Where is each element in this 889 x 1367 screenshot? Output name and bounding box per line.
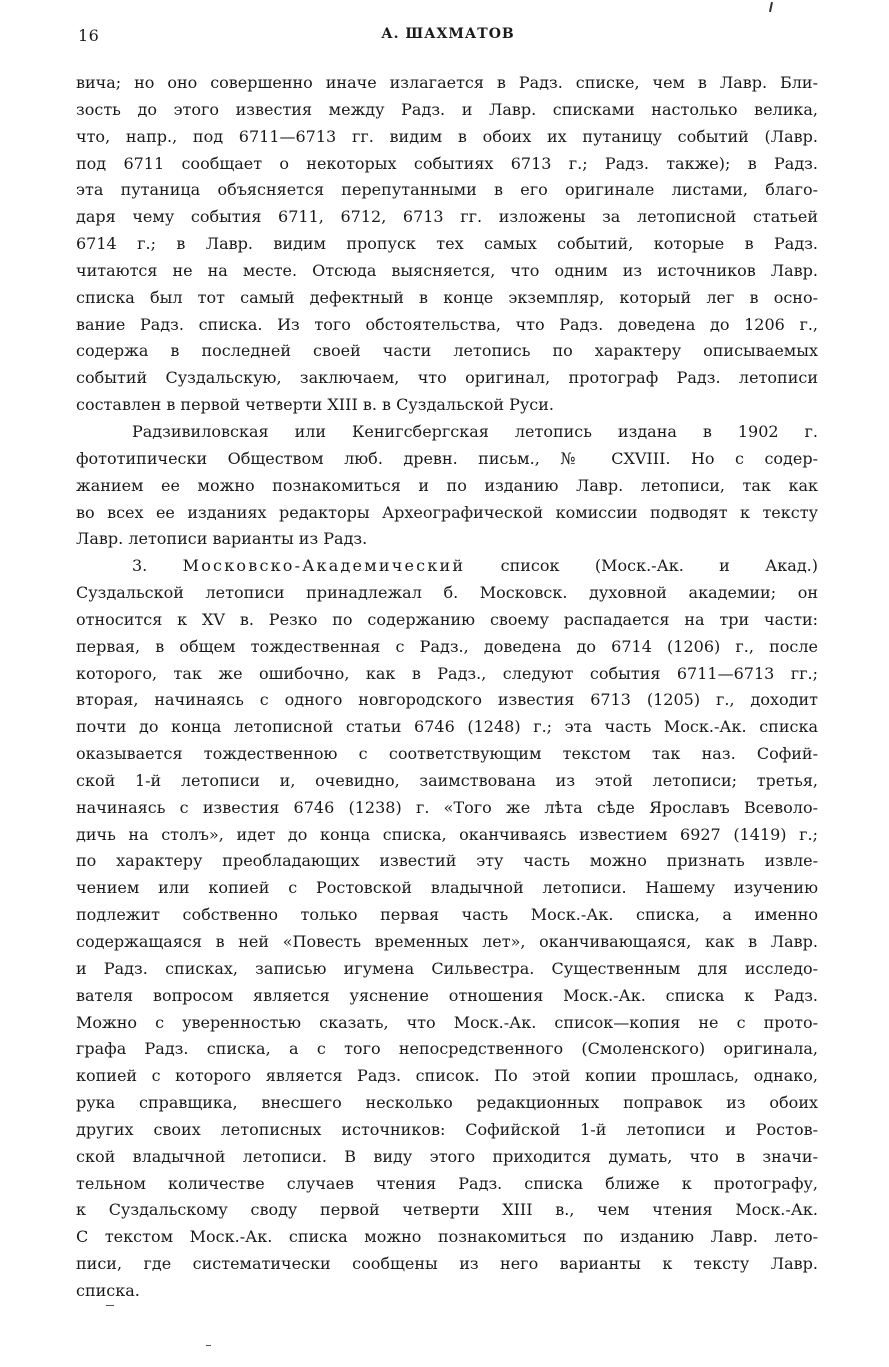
text-line: к Суздальскому своду первой четверти XIII в., чем чтения Моск.-Ак.	[76, 1200, 818, 1220]
text-line: писи, где систематически сообщены из него варианты к тексту Лавр.	[76, 1254, 818, 1274]
text-line: подлежит собственно только первая часть Моск.-Ак. списка, а именно	[76, 905, 818, 925]
text-line: фототипически Обществом люб. древн. письм., № CXVIII. Но с содер-	[76, 448, 818, 468]
text-line: во всех ее изданиях редакторы Археографической комиссии подводят к тексту	[76, 502, 818, 522]
text-line: вторая, начинаясь с одного новгородского известия 6713 (1205) г., доходит	[76, 690, 818, 710]
text-line: даря чему события 6711, 6712, 6713 гг. изложены за летописной статьей	[76, 207, 818, 227]
paragraph-1	[76, 70, 818, 419]
text-line: что, напр., под 6711—6713 гг. видим в обоих их путаницу событий (Лавр.	[76, 126, 818, 146]
stray-ink-mark	[106, 1305, 114, 1306]
text-line: содержащаяся в ней «Повесть временных лет», оканчивающаяся, как в Лавр.	[76, 932, 818, 951]
text-line: С текстом Моск.-Ак. списка можно познакомиться по изданию Лавр. лето-	[76, 1227, 818, 1247]
text-line: и Радз. списках, записью игумена Сильвестра. Существенным для исследо-	[76, 958, 818, 978]
text-line: тельном количестве случаев чтения Радз. списка ближе к протографу,	[76, 1173, 818, 1193]
text-line: зость до этого известия между Радз. и Лавр. списками настолько велика,	[76, 99, 818, 119]
text-line: чением или копией с Ростовской владычной летописи. Нашему изучению	[76, 878, 818, 898]
running-head	[78, 26, 818, 50]
text-line: других своих летописных источников: Софийской 1-й летописи и Ростов-	[76, 1119, 818, 1139]
text-line: Лавр. летописи варианты из Радз.	[76, 529, 368, 549]
running-title: А. ШАХМАТОВ	[381, 26, 515, 42]
stray-ink-mark	[206, 1345, 211, 1346]
text-line: читаются не на месте. Отсюда выясняется, что одним из источников Лавр.	[76, 260, 818, 280]
text-line: жанием ее можно познакомиться и по изданию Лавр. летописи, так как	[76, 475, 818, 495]
text-line: Суздальской летописи принадлежал б. Московск. духовной академии; он	[76, 583, 818, 603]
text-line: вателя вопросом является уяснение отношения Моск.-Ак. списка к Радз.	[76, 985, 818, 1005]
text-line: начинаясь с известия 6746 (1238) г. «Того же лѣта сѣде Ярославъ Всеволо-	[76, 797, 818, 817]
text-line: графа Радз. списка, а с того непосредственного (Смоленского) оригинала,	[76, 1039, 818, 1059]
text-line: Можно с уверенностью сказать, что Моск.-Ак. список—копия не с прото-	[76, 1012, 818, 1032]
text-line: копией с которого является Радз. список. По этой копии прошлась, однако,	[76, 1066, 818, 1086]
paragraph-3	[76, 553, 818, 1305]
stray-ink-mark	[769, 2, 773, 12]
text-line: эта путаница объясняется перепутанными в его оригинале листами, благо-	[76, 180, 818, 200]
section-heading-rest: список (Моск.-Ак. и Акад.)	[465, 556, 818, 576]
text-line: относится к XV в. Резко по содержанию своему распадается на три части:	[76, 609, 818, 629]
text-line: списка был тот самый дефектный в конце экземпляр, который лег в осно-	[76, 287, 818, 307]
text-line: по характеру преобладающих известий эту часть можно признать извле-	[76, 851, 818, 871]
text-line: составлен в первой четверти XIII в. в Суздальской Руси.	[76, 395, 555, 415]
text-line: вича; но оно совершенно иначе излагается в Радз. списке, чем в Лавр. Бли-	[76, 73, 818, 92]
text-line: оказывается тождественною с соответствующим текстом так наз. Софий-	[76, 744, 818, 764]
section-number: 3.	[132, 556, 183, 576]
text-line: содержа в последней своей части летопись по характеру описываемых	[76, 341, 818, 361]
body-text	[76, 70, 818, 1305]
text-line: которого, так же ошибочно, как в Радз., следуют события 6711—6713 гг.;	[76, 663, 818, 683]
text-line: под 6711 сообщает о некоторых событиях 6713 г.; Радз. также); в Радз.	[76, 153, 818, 173]
paragraph-2	[76, 419, 818, 553]
text-line: ской 1-й летописи и, очевидно, заимствована из этой летописи; третья,	[76, 770, 818, 790]
text-line: событий Суздальскую, заключаем, что оригинал, протограф Радз. летописи	[76, 368, 818, 388]
text-line: вание Радз. списка. Из того обстоятельства, что Радз. доведена до 1206 г.,	[76, 314, 818, 334]
text-line: списка.	[76, 1280, 140, 1300]
text-line: ской владычной летописи. В виду этого приходится думать, что в значи-	[76, 1146, 818, 1166]
text-line: дичь на столъ», идет до конца списка, оканчиваясь известием 6927 (1419) г.;	[76, 824, 818, 844]
text-line: Радзивиловская или Кенигсбергская летопись издана в 1902 г.	[132, 421, 818, 441]
manuscript-name: Московско-Академический	[182, 556, 466, 576]
page-number: 16	[78, 26, 100, 45]
text-line: первая, в общем тождественная с Радз., доведена до 6714 (1206) г., после	[76, 636, 818, 656]
text-line: рука справщика, внесшего несколько редакционных поправок из обоих	[76, 1093, 818, 1113]
text-line: почти до конца летописной статьи 6746 (1248) г.; эта часть Моск.-Ак. списка	[76, 717, 818, 737]
section-heading-line	[76, 553, 818, 580]
text-line: 6714 г.; в Лавр. видим пропуск тех самых событий, которые в Радз.	[76, 234, 818, 254]
